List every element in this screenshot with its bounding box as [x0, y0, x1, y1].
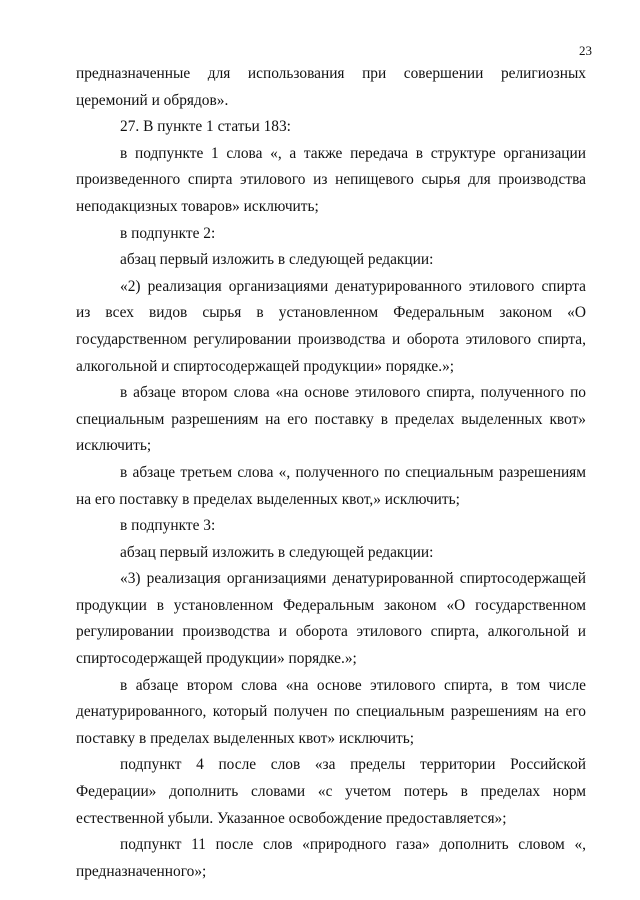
paragraph-subpoint-11: подпункт 11 после слов «природного газа» дополнить словом «, предназначенного»;: [76, 836, 586, 880]
paragraph-subpoint-2-third-clause: в абзаце третьем слова «, полученного по специальным разрешениям на его поставку в пределах выделенных квот,» исключить;: [76, 463, 586, 508]
page-number: 23: [579, 43, 592, 58]
paragraph-subpoint-2-first-clause: абзац первый изложить в следующей редакции:: [120, 251, 434, 269]
paragraph-subpoint-3-new-text: «3) реализация организациями денатурированной спиртосодержащей продукции в установленном Федеральным законом «О государственном регулировании производства и оборота этилового спирта, алкогольной и спиртосодержащей продукции» порядке.»;: [76, 570, 586, 668]
paragraph-subpoint-2-new-text: «2) реализация организациями денатурированного этилового спирта из всех видов сырья в установленном Федеральным законом «О государственном регулировании производства и оборота этилового спирта, алкогольной и спиртосодержащей продукции» порядке.»;: [76, 277, 586, 375]
paragraph-continuation: предназначенные для использования при совершении религиозных церемоний и обрядов».: [76, 65, 586, 109]
paragraph-subpoint-3-second-clause: в абзаце втором слова «на основе этилового спирта, в том числе денатурированного, который получен по специальным разрешениям на его поставку в пределах выделенных квот» исключить;: [76, 676, 586, 747]
paragraph-subpoint-1: в подпункте 1 слова «, а также передача в структуре организации произведенного спирта этилового из непищевого сырья для производства неподакцизных товаров» исключить;: [76, 144, 586, 215]
paragraph-subpoint-3-first-clause: абзац первый изложить в следующей редакции:: [120, 543, 434, 561]
paragraph-subpoint-3-heading: в подпункте 3:: [120, 517, 216, 535]
paragraph-subpoint-4: подпункт 4 после слов «за пределы территории Российской Федерации» дополнить словами «с учетом потерь в пределах норм естественной убыли. Указанное освобождение предоставляется»;: [76, 756, 586, 827]
paragraph-item-27: 27. В пункте 1 статьи 183:: [120, 118, 291, 136]
document-body: [76, 61, 586, 885]
paragraph-subpoint-2-heading: в подпункте 2:: [120, 224, 216, 242]
paragraph-subpoint-2-second-clause: в абзаце втором слова «на основе этилового спирта, полученного по специальным разрешениям на его поставку в пределах выделенных квот» исключить;: [76, 384, 586, 455]
